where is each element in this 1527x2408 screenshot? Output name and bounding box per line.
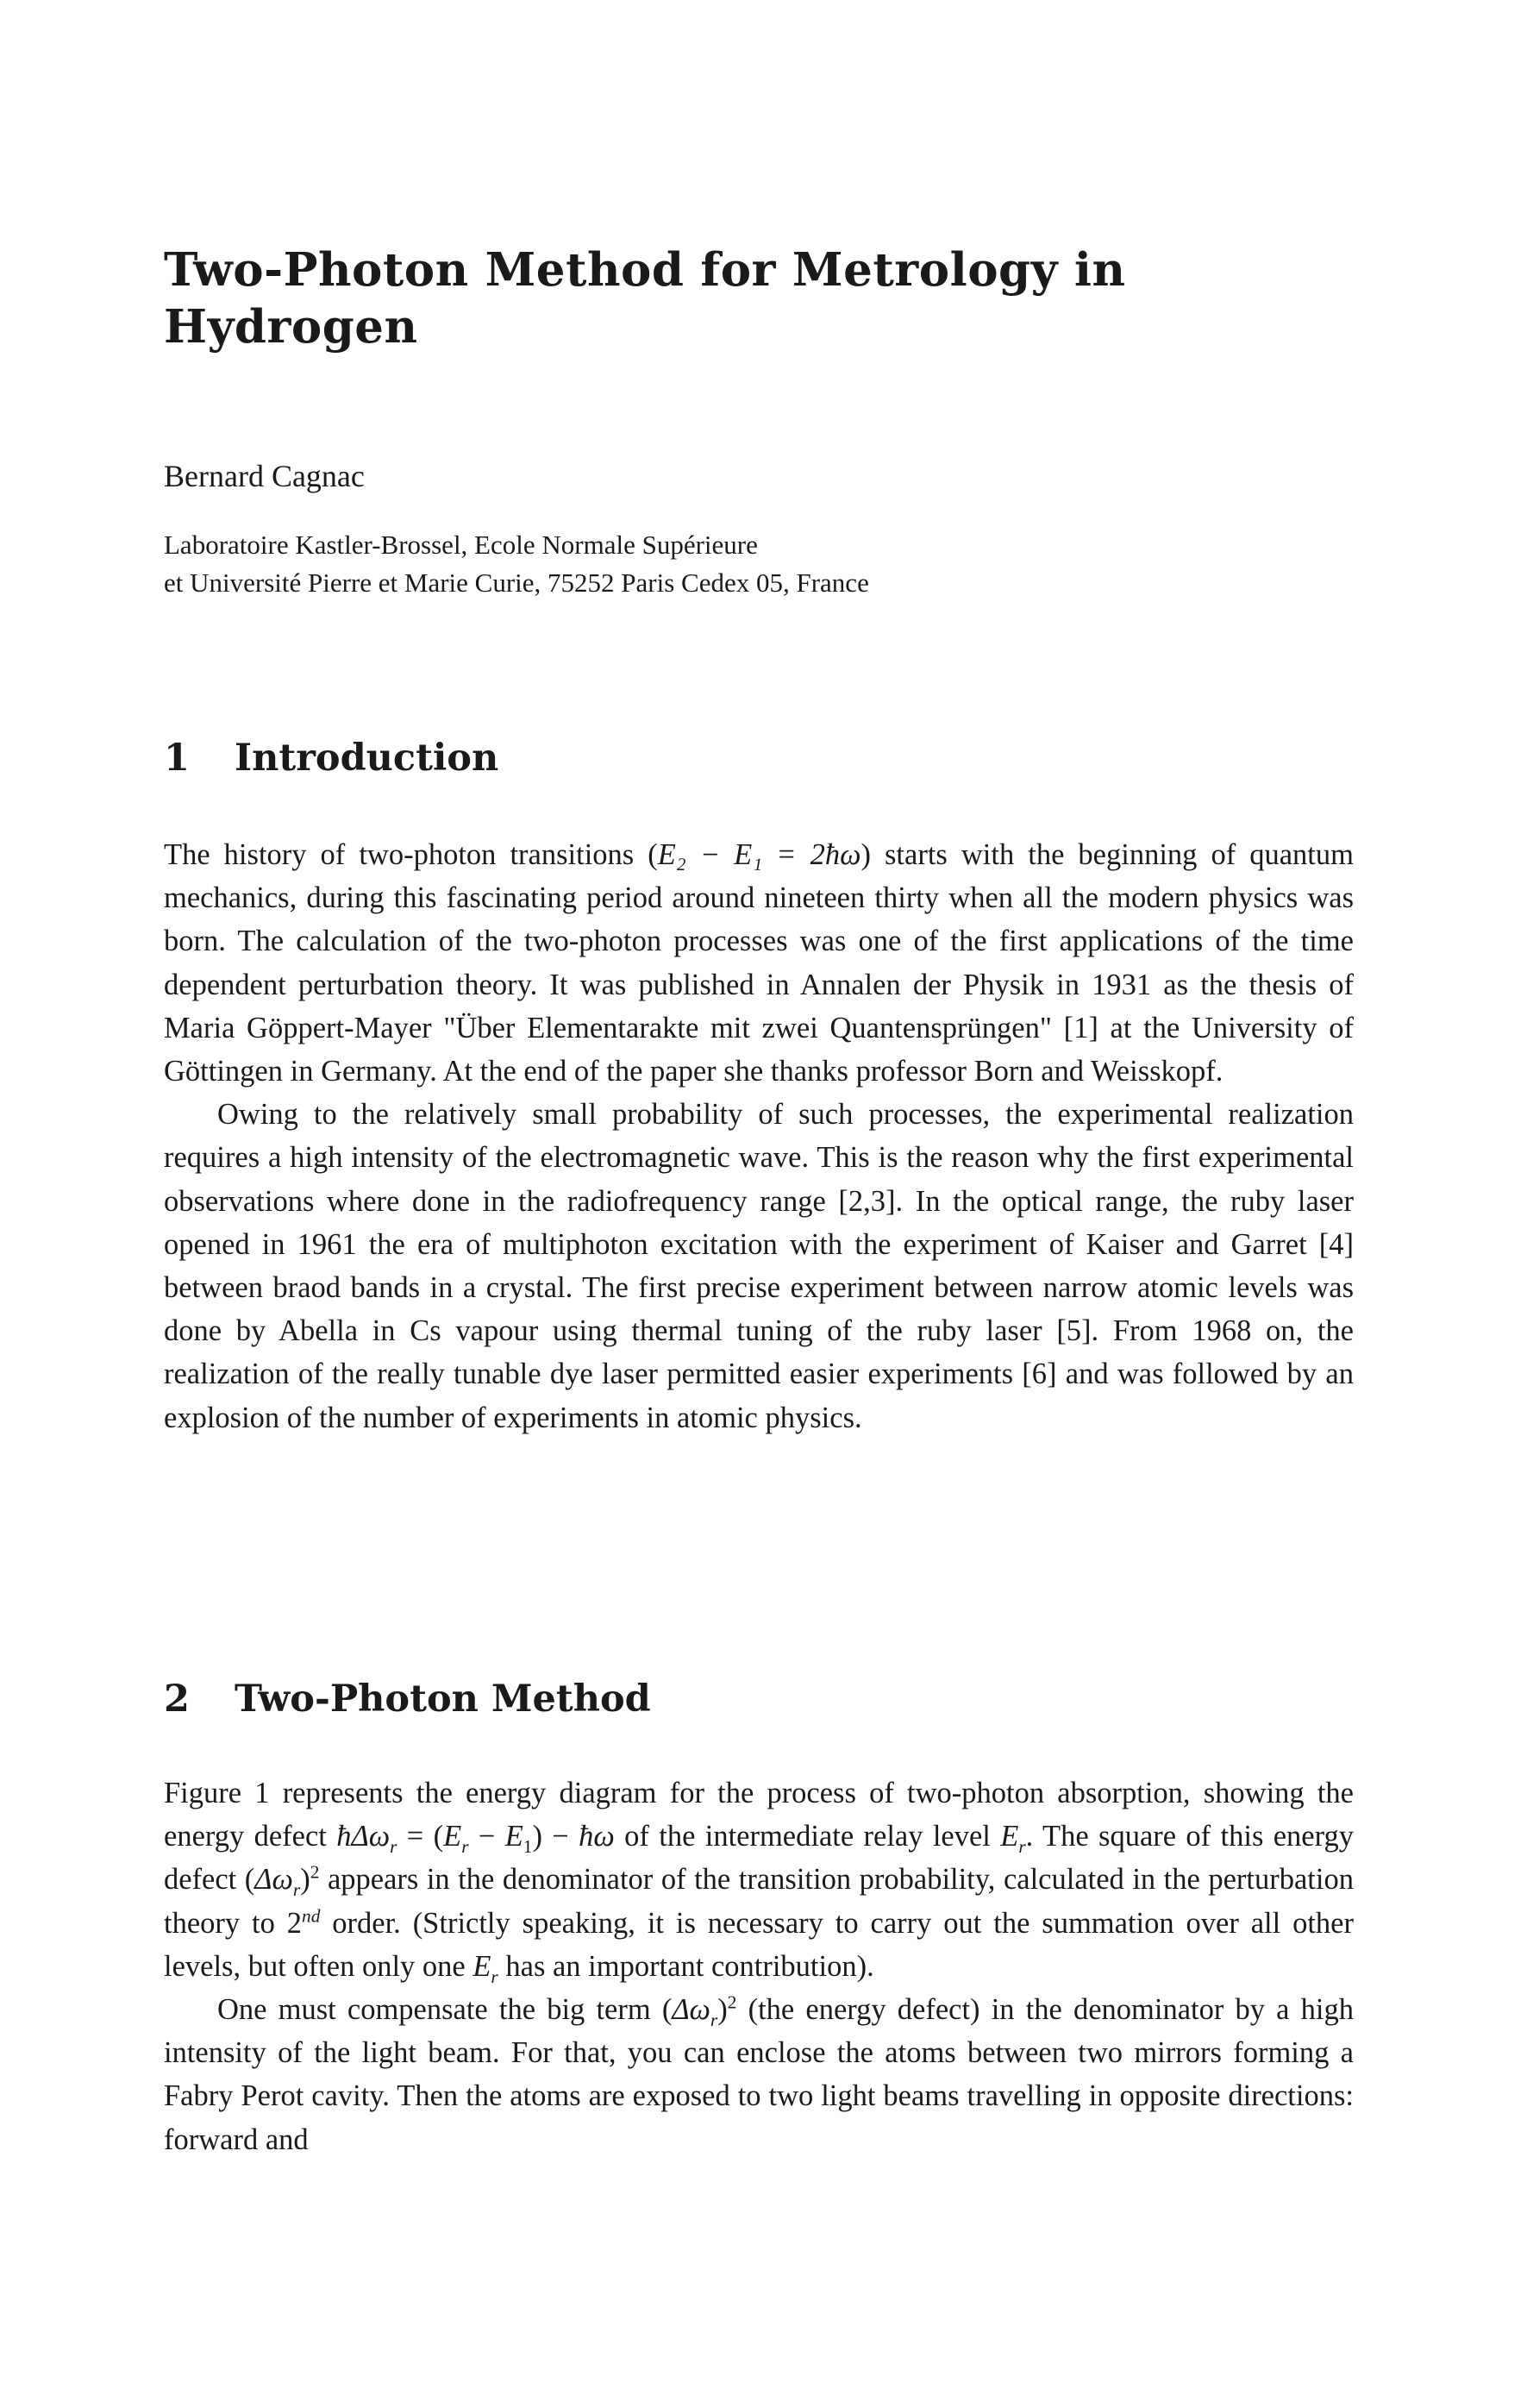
text-run: appears in the denominator of the transition probability, calculated in the perturbation theory to 2	[164, 1863, 1354, 1940]
author-name: Bernard Cagnac	[164, 459, 365, 493]
text-run: )	[717, 1993, 728, 2027]
math-subscript: r	[491, 1966, 498, 1987]
math-symbol: E	[504, 1820, 523, 1853]
section-title: Introduction	[235, 737, 499, 780]
section-number: 2	[164, 1677, 190, 1721]
paper-title	[164, 241, 1354, 355]
math-subscript: r	[1018, 1836, 1026, 1858]
text-run: has an important contribution).	[498, 1949, 874, 1983]
math-symbol: ħΔω	[336, 1820, 391, 1853]
paper-page	[164, 241, 1354, 2156]
text-run: of the intermediate relay level	[614, 1820, 1001, 1853]
math-subscript: r	[461, 1836, 469, 1858]
text-run: The history of two-photon transitions (	[164, 838, 658, 871]
text-run: = (	[397, 1820, 444, 1853]
math-expression: E₂ − E₁ = 2ħω	[657, 838, 861, 871]
text-run: ) starts with the beginning of quantum mechanics, during this fascinating period around nineteen thirty when all the modern physics was born. The calculation of the two-photon processes was one of the first applications of the time dependent perturbation theory. It was published in Annalen der Physik in 1931 as the thesis of Maria Göppert-Mayer "Über Elementarakte mit zwei Quantensprüngen" [1] at the University of Göttingen in Germany. At the end of the paper she thanks professor Born and Weisskopf.	[164, 838, 1354, 1088]
math-subscript: r	[292, 1879, 301, 1901]
math-subscript: 1	[523, 1836, 533, 1858]
section-body-two-photon-method	[164, 1772, 1354, 2161]
section-body-introduction	[164, 833, 1354, 1439]
section-title: Two-Photon Method	[235, 1677, 651, 1721]
text-run: . The square of this energy defect (	[164, 1820, 1354, 1897]
title-line-2: Hydrogen	[164, 300, 418, 354]
text-run: Figure 1 represents the energy diagram for the process of two-photon absorption, showing the energy defect	[164, 1777, 1354, 1853]
math-symbol: ħω	[579, 1820, 615, 1853]
text-run: order. (Strictly speaking, it is necessary to carry out the summation over all other levels, but often only one	[164, 1906, 1354, 1983]
affiliation-line-2: et Université Pierre et Marie Curie, 75252 Paris Cedex 05, France	[164, 568, 869, 598]
math-superscript: 2	[727, 1991, 737, 2013]
math-superscript: nd	[302, 1905, 321, 1927]
text-run: One must compensate the big term (	[217, 1993, 673, 2027]
paragraph	[164, 1988, 1354, 2161]
text-run: ) −	[532, 1820, 579, 1853]
math-superscript: 2	[310, 1861, 320, 1883]
text-run: −	[468, 1820, 505, 1853]
math-subscript: r	[390, 1836, 397, 1858]
paragraph: Owing to the relatively small probability of such processes, the experimental realization requires a high intensity of the electromagnetic wave. This is the reason why the first experimental observations where done in the radiofrequency range [2,3]. In the optical range, the ruby laser opened in 1961 the era of multiphoton excitation with the experiment of Kaiser and Garret [4] between braod bands in a crystal. The first precise experiment between narrow atomic levels was done by Abella in Cs vapour using thermal tuning of the ruby laser [5]. From 1968 on, the realization of the really tunable dye laser permitted easier experiments [6] and was followed by an explosion of the number of experiments in atomic physics.	[164, 1098, 1354, 1434]
affiliation	[164, 526, 869, 602]
text-run: (the energy defect) in the denominator by a high intensity of the light beam. For that, you can enclose the atoms between two mirrors forming a Fabry Perot cavity. Then the atoms are exposed to two light beams travelling in opposite directions: forward and	[164, 1993, 1354, 2156]
paragraph	[164, 1772, 1354, 1988]
paragraph	[164, 833, 1354, 1093]
math-symbol: E	[1000, 1820, 1019, 1853]
title-line-1: Two-Photon Method for Metrology in	[164, 243, 1126, 297]
math-subscript: r	[710, 2009, 718, 2030]
math-symbol: E	[443, 1820, 462, 1853]
section-number: 1	[164, 737, 190, 780]
math-symbol: Δω	[672, 1993, 710, 2027]
section-heading-introduction	[164, 736, 498, 781]
math-symbol: Δω	[254, 1863, 293, 1897]
section-heading-two-photon-method	[164, 1677, 651, 1721]
text-run: )	[300, 1863, 310, 1897]
math-symbol: E	[472, 1949, 491, 1983]
affiliation-line-1: Laboratoire Kastler-Brossel, Ecole Normale Supérieure	[164, 530, 758, 560]
